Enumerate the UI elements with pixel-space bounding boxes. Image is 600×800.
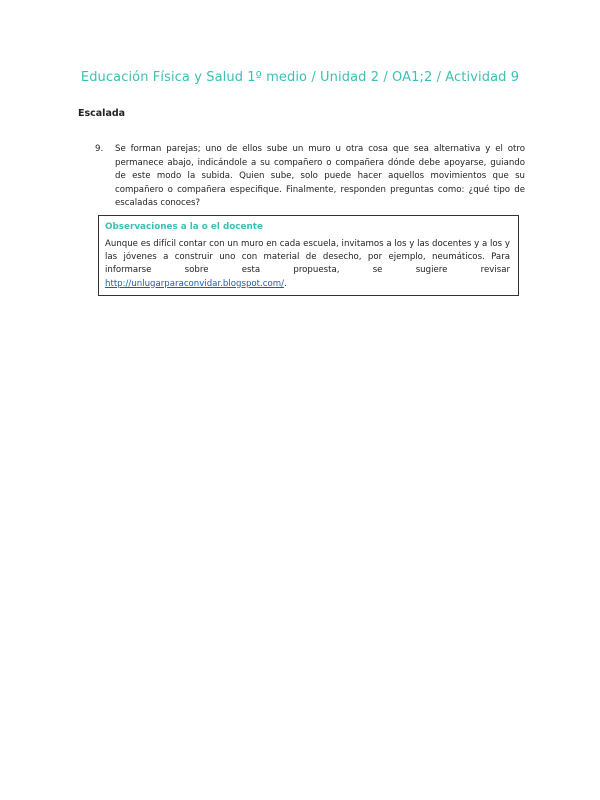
- teacher-notes-text: [105, 238, 510, 291]
- activity-item: [95, 143, 525, 211]
- activity-text: Se forman parejas; uno de ellos sube un muro u otra cosa que sea alternativa y el otro permanece abajo, indicándole a su compañero o compañera dónde debe apoyarse, guiando de este modo la subida. Quien sube, solo puede hacer aquellos movimientos que su compañero o compañera especifique. Finalmente, responden preguntas como: ¿qué tipo de escaladas conoces?: [115, 144, 525, 208]
- resource-link[interactable]: http://unlugarparaconvidar.blogspot.com/: [105, 278, 285, 289]
- activity-number: 9.: [95, 144, 104, 154]
- page-header-title: Educación Física y Salud 1º medio / Unidad 2 / OA1;2 / Actividad 9: [80, 70, 520, 85]
- section-heading: Escalada: [78, 108, 126, 119]
- teacher-notes-box: [98, 215, 519, 296]
- link-suffix: .: [284, 278, 287, 289]
- teacher-notes-title: Observaciones a la o el docente: [105, 222, 263, 232]
- teacher-notes-body: Aunque es difícil contar con un muro en cada escuela, invitamos a los y las docentes y a los y las jóvenes a construir uno con material de desecho, por ejemplo, neumáticos. Para informarse sobre esta propuesta, se sugiere revisar: [105, 239, 510, 276]
